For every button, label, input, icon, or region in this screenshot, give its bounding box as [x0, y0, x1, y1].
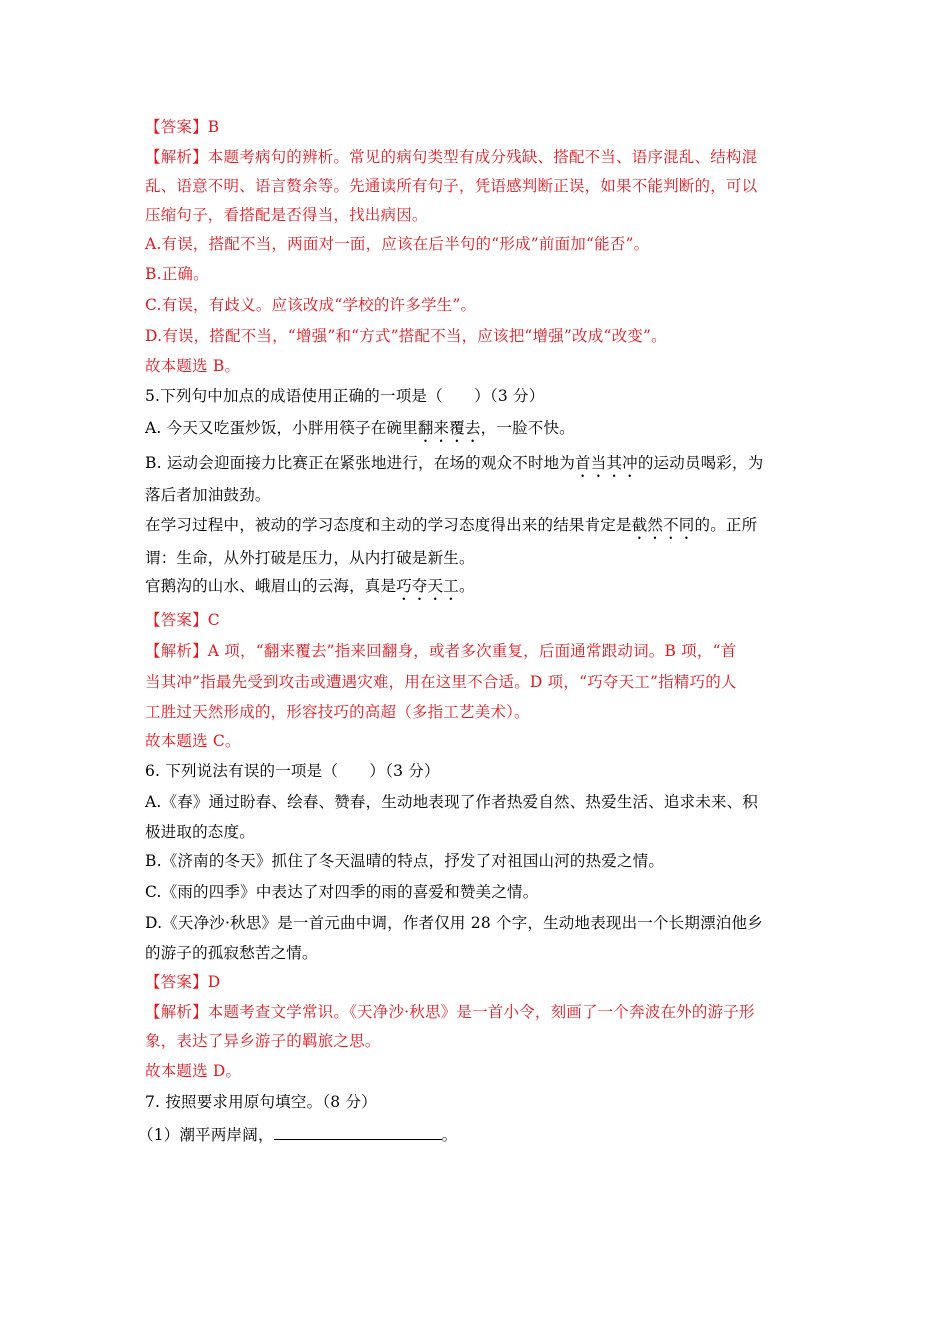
q5-analysis-line: 【解析】A 项，“翻来覆去”指来回翻身，或者多次重复，后面通常跟动词。B 项，“首 — [145, 642, 737, 660]
q6-option-line: A.《春》通过盼春、绘春、赞春，生动地表现了作者热爱自然、热爱生活、追求未来、积 — [145, 793, 759, 811]
q5-option-d: 官鹅沟的山水、峨眉山的云海，真是巧夺天工。 — [145, 577, 475, 595]
q5-option-b-idiom: 首当其冲 — [575, 454, 638, 472]
q5-option-c-line2: 谓：生命，从外打破是压力，从内打破是新生。 — [145, 549, 475, 567]
q6-analysis-line: 象，表达了异乡游子的羁旅之思。 — [145, 1032, 381, 1050]
fill-in-blank[interactable] — [274, 1124, 442, 1140]
q6-option-line: 极进取的态度。 — [145, 823, 255, 841]
q6-conclusion: 故本题选 D。 — [145, 1062, 242, 1080]
q5-option-a-idiom: 翻来覆去 — [417, 419, 481, 437]
q5-stem: 5.下列句中加点的成语使用正确的一项是（ ）（3 分） — [145, 387, 545, 405]
q5-option-d-idiom: 巧夺天工 — [396, 577, 460, 595]
q5-answer: 【答案】C — [145, 611, 220, 629]
q6-option-line: B.《济南的冬天》抓住了冬天温晴的特点，抒发了对祖国山河的热爱之情。 — [145, 852, 665, 870]
q5-option-c-idiom: 截然不同 — [631, 516, 695, 534]
q5-option-b: B. 运动会迎面接力比赛正在紧张地进行，在场的观众不时地为首当其冲的运动员喝彩，为 — [145, 454, 764, 472]
q6-stem: 6. 下列说法有误的一项是（ ）（3 分） — [145, 762, 440, 780]
q6-option-line: 的游子的孤寂愁苦之情。 — [145, 944, 318, 962]
q4-analysis-line: 压缩句子，看搭配是否得当，找出病因。 — [145, 206, 428, 224]
q4-analysis-line: C.有误，有歧义。应该改成“学校的许多学生”。 — [145, 296, 477, 314]
q4-analysis-line: 【解析】本题考病句的辨析。常见的病句类型有成分残缺、搭配不当、语序混乱、结构混 — [145, 148, 758, 166]
q6-option-line: C.《雨的四季》中表达了对四季的雨的喜爱和赞美之情。 — [145, 883, 539, 901]
q7-item-1: （1）潮平两岸阔， 。 — [138, 1126, 458, 1144]
q7-stem: 7. 按照要求用原句填空。（8 分） — [145, 1093, 377, 1111]
q4-answer: 【答案】B — [145, 118, 220, 136]
q5-option-b-line2: 落后者加油鼓劲。 — [145, 486, 271, 504]
q5-option-a: A. 今天又吃蛋炒饭，小胖用筷子在碗里翻来覆去，一脸不快。 — [145, 419, 575, 437]
q5-option-c: 在学习过程中，被动的学习态度和主动的学习态度得出来的结果肯定是截然不同的。正所 — [145, 516, 758, 534]
q5-analysis-line: 当其冲”指最先受到攻击或遭遇灾难，用在这里不合适。D 项，“巧夺天工”指精巧的人 — [145, 673, 737, 691]
q6-answer: 【答案】D — [145, 973, 221, 991]
q4-conclusion: 故本题选 B。 — [145, 357, 241, 375]
q5-analysis-line: 工胜过天然形成的，形容技巧的高超（多指工艺美术）。 — [145, 703, 530, 721]
q4-analysis-line: A.有误，搭配不当，两面对一面，应该在后半句的“形成”前面加“能否”。 — [145, 235, 650, 253]
q5-conclusion: 故本题选 C。 — [145, 732, 241, 750]
q4-analysis-line: D.有误，搭配不当，“增强”和“方式”搭配不当，应该把“增强”改成“改变”。 — [145, 327, 667, 345]
q4-analysis-line: B.正确。 — [145, 265, 209, 283]
q4-analysis-line: 乱、语意不明、语言赘余等。先通读所有句子，凭语感判断正误，如果不能判断的，可以 — [145, 177, 758, 195]
q6-analysis-line: 【解析】本题考查文学常识。《天净沙·秋思》是一首小令，刻画了一个奔波在外的游子形 — [145, 1003, 755, 1021]
q6-option-line: D.《天净沙·秋思》是一首元曲中调，作者仅用 28 个字，生动地表现出一个长期漂泊他乡 — [145, 914, 763, 932]
